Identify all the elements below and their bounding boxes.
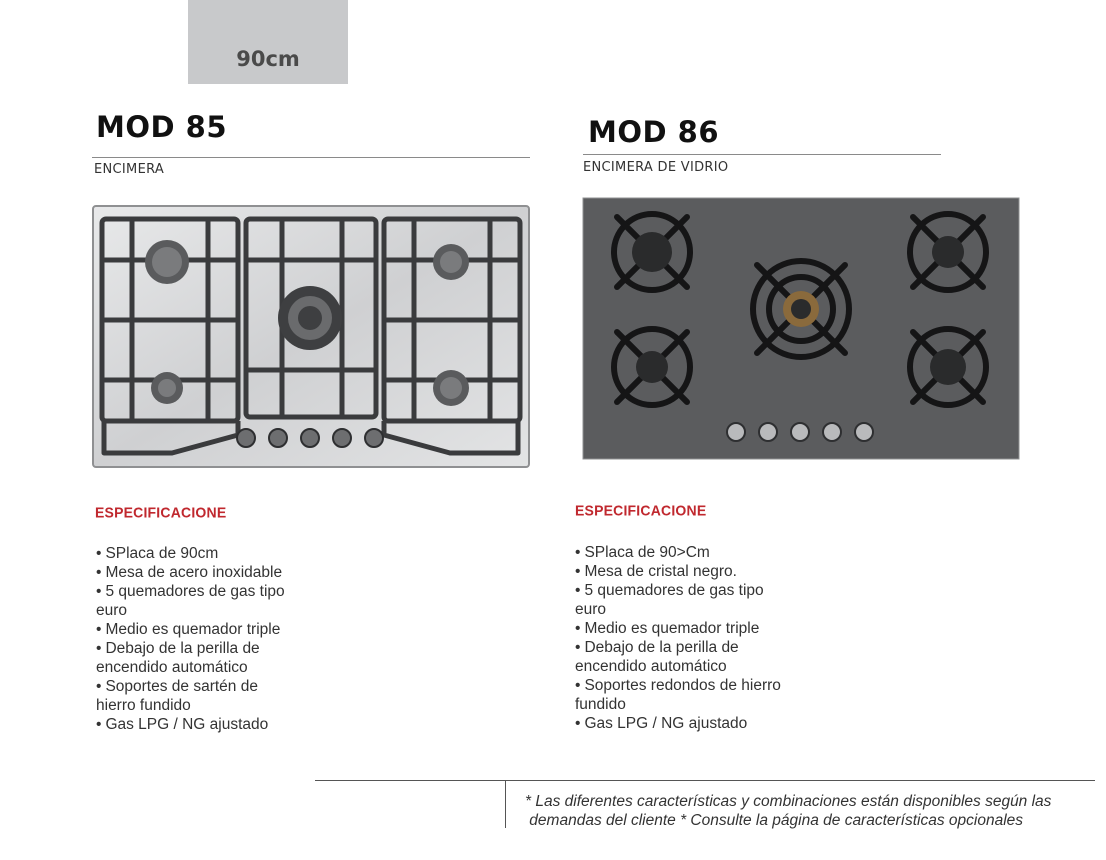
product-type: ENCIMERA DE VIDRIO	[583, 160, 729, 175]
bullet-icon: •	[575, 715, 581, 732]
spec-text: Soportes redondos de hierro fundido	[575, 677, 781, 713]
bullet-icon: •	[96, 564, 102, 581]
bullet-icon: •	[575, 563, 581, 580]
spec-text: Medio es quemador triple	[105, 621, 281, 638]
bullet-icon: •	[575, 620, 581, 637]
bullet-icon: •	[96, 716, 102, 733]
product-type: ENCIMERA	[94, 162, 165, 177]
model-title-mod-86: MOD 86	[588, 115, 720, 149]
spec-item	[96, 544, 336, 563]
spec-item	[96, 715, 336, 734]
spec-heading: ESPECIFICACIONE	[95, 503, 227, 521]
footer-note	[525, 792, 1100, 830]
bullet-icon: •	[575, 544, 581, 561]
bullet-icon: •	[96, 678, 102, 695]
glass-cooktop-image	[582, 197, 1020, 460]
bullet-icon: •	[96, 621, 102, 638]
spec-list	[96, 544, 336, 734]
steel-cooktop-image	[92, 205, 530, 468]
spec-item	[96, 620, 336, 639]
footer-note-line-2: demandas del cliente * Consulte la página de características opcionales	[525, 812, 1024, 829]
spec-text: Mesa de acero inoxidable	[105, 564, 283, 581]
spec-item	[575, 676, 825, 714]
spec-heading: ESPECIFICACIONE	[575, 501, 707, 519]
model-title-mod-85: MOD 85	[96, 110, 228, 144]
bullet-icon: •	[96, 640, 102, 657]
spec-item	[96, 563, 336, 582]
bullet-icon: •	[575, 639, 581, 656]
spec-text: 5 quemadores de gas tipo euro	[575, 582, 764, 618]
spec-item	[575, 714, 825, 733]
footer-divider	[315, 780, 1095, 781]
spec-item	[575, 562, 825, 581]
spec-item	[96, 582, 336, 620]
size-tab	[188, 0, 348, 84]
spec-text: SPlaca de 90cm	[105, 545, 219, 562]
spec-text: Debajo de la perilla de encendido automático	[96, 640, 260, 676]
bullet-icon: •	[575, 677, 581, 694]
bullet-icon: •	[575, 582, 581, 599]
spec-item	[575, 543, 825, 562]
spec-item	[96, 677, 336, 715]
size-tab-label: 90cm	[236, 47, 300, 71]
spec-text: Gas LPG / NG ajustado	[105, 716, 269, 733]
spec-text: SPlaca de 90>Cm	[584, 544, 710, 561]
spec-text: Medio es quemador triple	[584, 620, 760, 637]
spec-item	[96, 639, 336, 677]
spec-text: Mesa de cristal negro.	[584, 563, 737, 580]
footer-vertical-divider	[505, 780, 506, 828]
spec-item	[575, 581, 825, 619]
footer-note-line-1: * Las diferentes características y combinaciones están disponibles según las	[525, 793, 1052, 810]
spec-text: 5 quemadores de gas tipo euro	[96, 583, 285, 619]
spec-item	[575, 619, 825, 638]
bullet-icon: •	[96, 583, 102, 600]
spec-text: Debajo de la perilla de encendido automático	[575, 639, 739, 675]
spec-text: Soportes de sartén de hierro fundido	[96, 678, 258, 714]
title-divider	[583, 154, 941, 155]
spec-item	[575, 638, 825, 676]
bullet-icon: •	[96, 545, 102, 562]
title-divider	[92, 157, 530, 158]
spec-list	[575, 543, 825, 733]
spec-text: Gas LPG / NG ajustado	[584, 715, 748, 732]
